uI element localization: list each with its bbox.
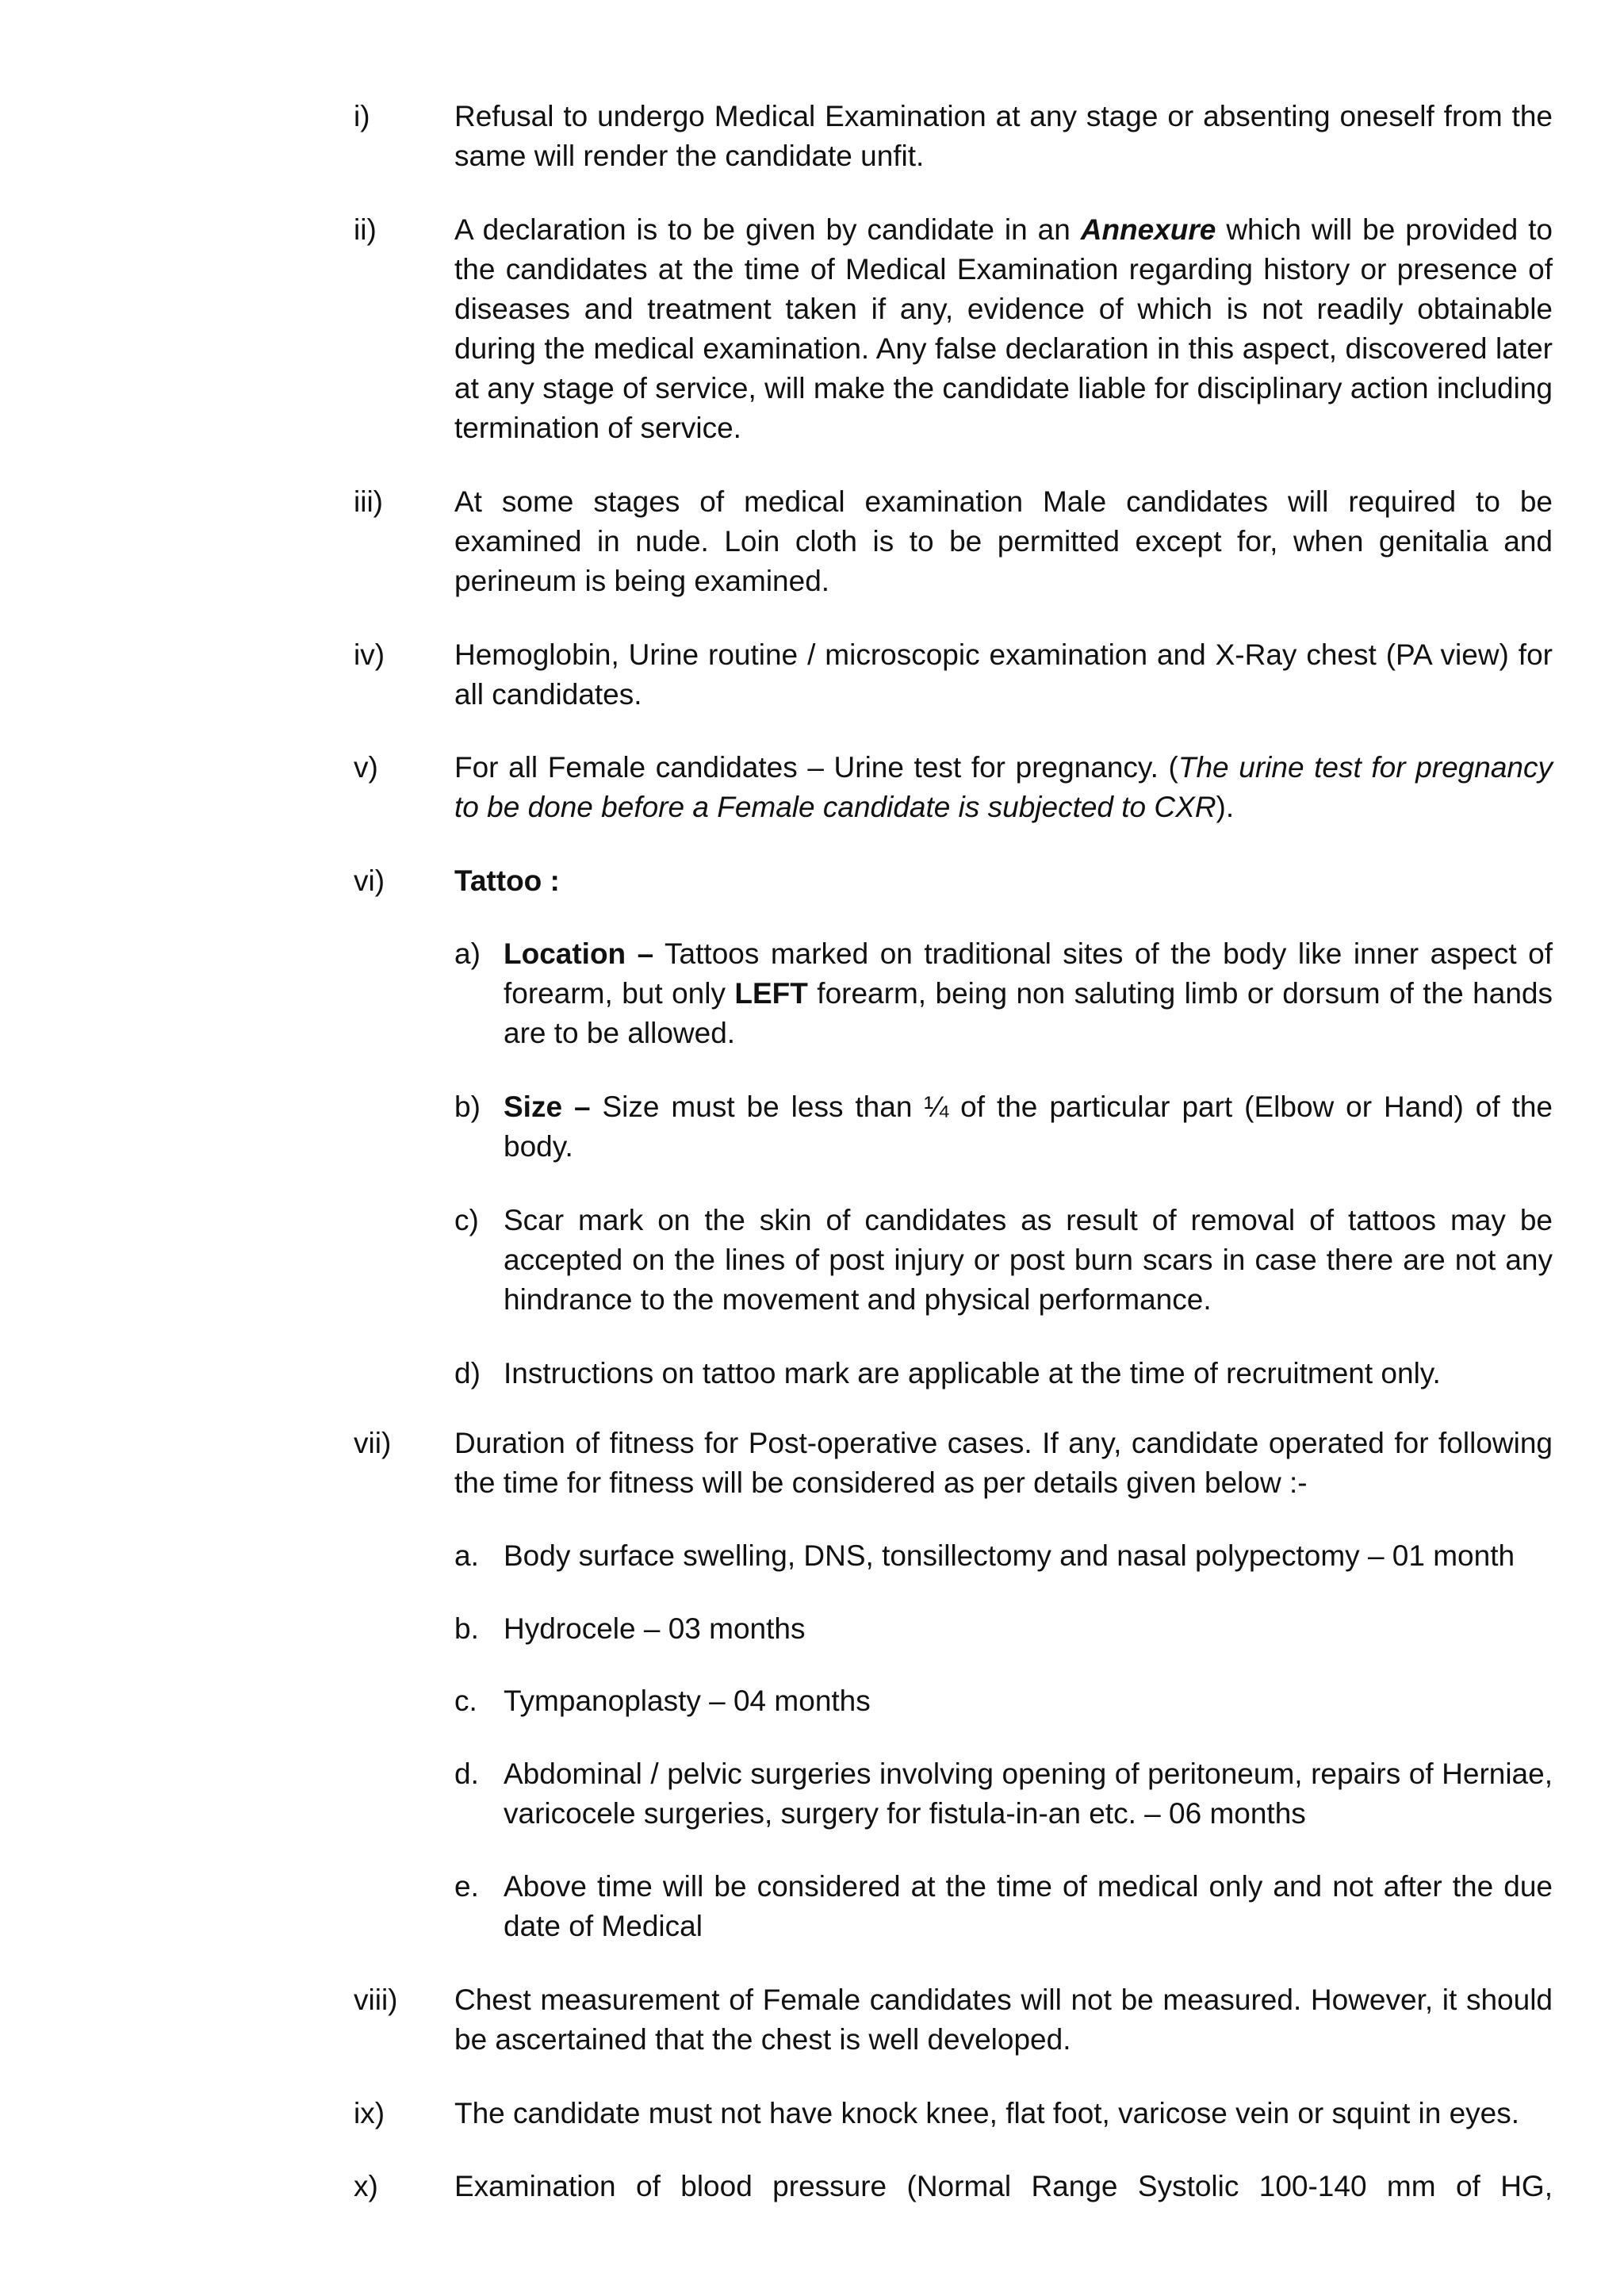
text-run: For all Female candidates – Urine test for pregnancy. ( — [454, 751, 1178, 784]
item-text: Chest measurement of Female candidates will not be measured. However, it should be ascertained that the chest is well developed. — [454, 1984, 1553, 2056]
item-text: At some stages of medical examination Male candidates will required to be examined in nude. Loin cloth is to be permitted except for, when genitalia and perineum is being examined. — [454, 485, 1553, 597]
sub-item-text: Above time will be considered at the time of medical only and not after the due date of Medical — [504, 1870, 1553, 1942]
sub-item-label: a) — [454, 937, 481, 970]
item-text: Examination of blood pressure (Normal Range Systolic 100-140 mm of HG, — [454, 2170, 1553, 2202]
sub-item-label: c) — [454, 1204, 479, 1236]
item-number: iv) — [354, 638, 385, 671]
item-number: vi) — [354, 864, 385, 897]
sub-item-text: Scar mark on the skin of candidates as result of removal of tattoos may be accepted on the lines of post injury or post burn scars in case there are not any hindrance to the movement and physical performance. — [504, 1204, 1553, 1316]
sub-item-text — [504, 1087, 1553, 1167]
item-number: viii) — [354, 1984, 398, 2016]
item-number: iii) — [354, 485, 383, 518]
text-run: ). — [1216, 791, 1235, 823]
sub-item-text: Hydrocele – 03 months — [504, 1612, 806, 1645]
italic-note: The urine test for pregnancy to be done before a Female candidate is subjected to CXR — [454, 751, 1553, 823]
item-number: ix) — [354, 2097, 385, 2129]
item-text: The candidate must not have knock knee, flat foot, varicose vein or squint in eyes. — [454, 2097, 1520, 2129]
sub-item-text: Abdominal / pelvic surgeries involving opening of peritoneum, repairs of Herniae, varicocele surgeries, surgery for fistula-in-an etc. – 06 months — [504, 1757, 1553, 1830]
item-text: Hemoglobin, Urine routine / microscopic examination and X-Ray chest (PA view) for all candidates. — [454, 638, 1553, 711]
sub-item-label: a. — [454, 1539, 479, 1572]
sub-item-text: Body surface swelling, DNS, tonsillectomy and nasal polypectomy – 01 month — [504, 1539, 1515, 1572]
sub-item-label: b) — [454, 1091, 481, 1123]
sub-item-text — [504, 934, 1553, 1053]
sub-item-text: Tympanoplasty – 04 months — [504, 1685, 871, 1717]
sub-item-text: Instructions on tattoo mark are applicable at the time of recruitment only. — [504, 1357, 1441, 1389]
bold-run: Size – — [504, 1091, 591, 1123]
bold-run: Location – — [504, 937, 654, 970]
item-number: i) — [354, 100, 370, 132]
text-run: A declaration is to be given by candidate in an — [454, 213, 1081, 246]
item-text — [454, 210, 1553, 448]
item-number: ii) — [354, 213, 377, 246]
sub-item-label: e. — [454, 1870, 479, 1903]
bold-run: LEFT — [734, 977, 808, 1010]
item-text: Refusal to undergo Medical Examination at any stage or absenting oneself from the same will render the candidate unfit. — [454, 100, 1553, 172]
annexure-emphasis: Annexure — [1080, 213, 1216, 246]
item-number: vii) — [354, 1427, 392, 1459]
sub-item-label: d) — [454, 1357, 481, 1389]
text-run: which will be provided to the candidates at the time of Medical Examination regarding history or presence of diseases and treatment taken if any, evidence of which is not readily obtainable during the medical examination. Any false declaration in this aspect, discovered later at any stage of service, will make the candidate liable for disciplinary action including termination of service. — [454, 213, 1553, 444]
sub-item-label: b. — [454, 1612, 479, 1645]
item-number: x) — [354, 2170, 378, 2202]
sub-item-label: d. — [454, 1757, 479, 1790]
item-text — [454, 748, 1553, 827]
text-run: Size must be less than ¼ of the particular part (Elbow or Hand) of the body. — [504, 1091, 1553, 1163]
sub-item-label: c. — [454, 1685, 477, 1717]
text-run: forearm, being non saluting limb or dorsum of the hands are to be allowed. — [504, 977, 1553, 1049]
text-run: Tattoos marked on traditional sites of the body like inner aspect of forearm, but only — [504, 937, 1553, 1010]
item-heading: Tattoo : — [454, 864, 560, 897]
item-number: v) — [354, 751, 378, 784]
item-text: Duration of fitness for Post-operative cases. If any, candidate operated for following the time for fitness will be considered as per details given below :- — [454, 1427, 1553, 1499]
